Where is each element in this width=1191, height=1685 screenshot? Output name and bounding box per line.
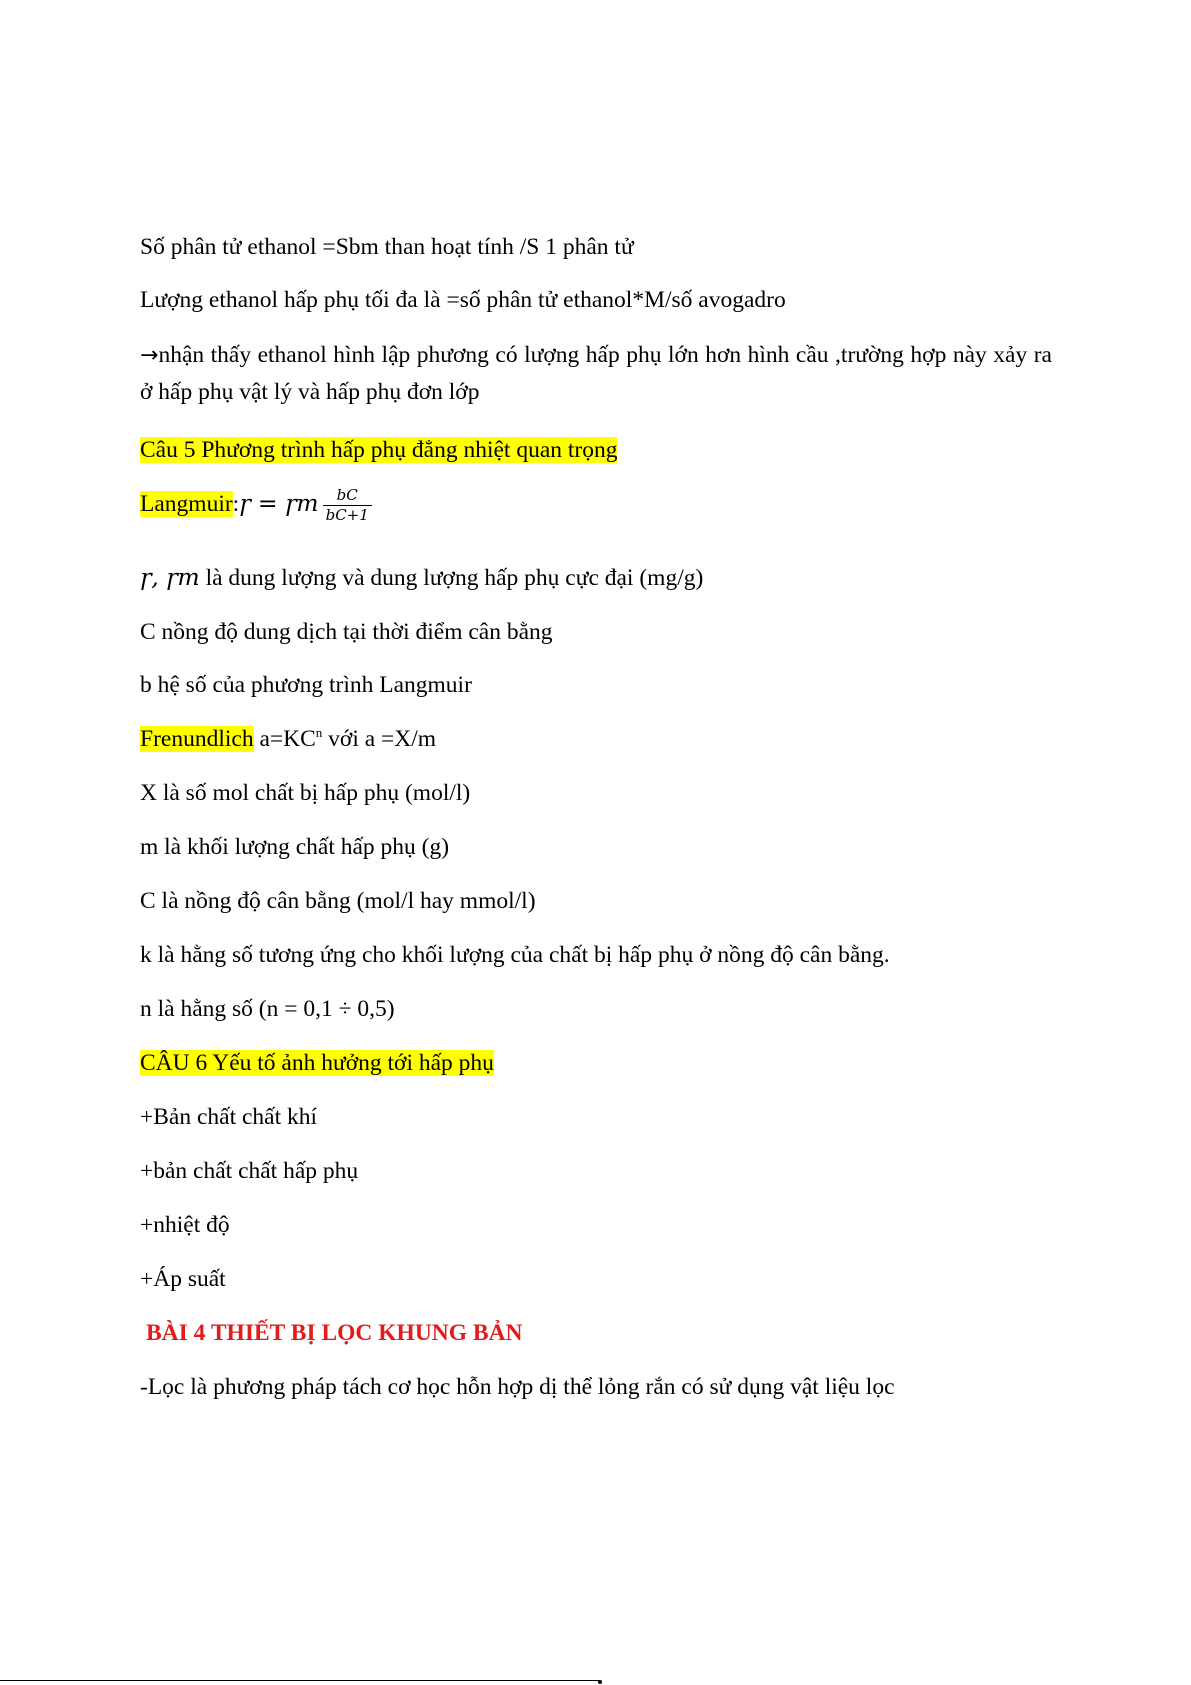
gamma-symbols: ɼ, ɼm [140, 563, 200, 591]
freundlich-label: Frenundlich [140, 726, 254, 752]
text-line: C là nồng độ cân bằng (mol/l hay mmol/l) [140, 888, 536, 914]
equation-part: với a =X/m [322, 726, 437, 752]
text-line: X là số mol chất bị hấp phụ (mol/l) [140, 780, 471, 806]
exponent: n [315, 725, 323, 740]
footer-marker [598, 1680, 602, 1684]
line-text: là dung lượng và dung lượng hấp phụ cực đại (mg/g) [199, 565, 704, 591]
text-line: n là hằng số (n = 0,1 ÷ 0,5) [140, 996, 395, 1022]
text-line: k là hằng số tương ứng cho khối lượng của chất bị hấp phụ ở nồng độ cân bằng. [140, 942, 890, 968]
text-line [140, 560, 703, 595]
text-line: m là khối lượng chất hấp phụ (g) [140, 834, 450, 860]
heading-text: Câu 5 Phương trình hấp phụ đẳng nhiệt quan trọng [140, 437, 618, 463]
fraction [323, 486, 372, 525]
section-heading-bai4: BÀI 4 THIẾT BỊ LỌC KHUNG BẢN [146, 1320, 523, 1346]
right-arrow-icon: → [140, 343, 159, 368]
paragraph-conclusion [140, 337, 1052, 411]
list-item: +nhiệt độ [140, 1212, 230, 1238]
section-heading-q5 [140, 433, 617, 467]
text-line: b hệ số của phương trình Langmuir [140, 672, 472, 698]
text-line: Số phân tử ethanol =Sbm than hoạt tính /S 1 phân tử [140, 234, 634, 260]
text-line: Lượng ethanol hấp phụ tối đa là =số phân tử ethanol*M/số avogadro [140, 287, 786, 313]
list-item: +Bản chất chất khí [140, 1104, 318, 1130]
langmuir-equation [140, 486, 372, 525]
fraction-numerator: bC [323, 486, 372, 506]
equation-lhs: ɼ = ɼm [239, 489, 319, 517]
list-item: +bản chất chất hấp phụ [140, 1158, 359, 1184]
footer-divider [0, 1680, 600, 1681]
list-item: +Áp suất [140, 1266, 226, 1292]
freundlich-equation [140, 722, 436, 756]
paragraph-text: nhận thấy ethanol hình lập phương có lượng hấp phụ lớn hơn hình cầu ,trường hợp này xảy ra ở hấp phụ vật lý và hấp phụ đơn lớp [140, 342, 1052, 405]
heading-text: CÂU 6 Yếu tố ảnh hưởng tới hấp phụ [140, 1050, 494, 1076]
text-line: C nồng độ dung dịch tại thời điểm cân bằng [140, 619, 553, 645]
equation-part: a=KC [253, 726, 316, 752]
colon: : [232, 491, 240, 517]
section-heading-q6 [140, 1046, 494, 1080]
fraction-denominator: bC+1 [325, 506, 369, 525]
text-line: -Lọc là phương pháp tách cơ học hỗn hợp dị thể lỏng rắn có sử dụng vật liệu lọc [140, 1374, 895, 1400]
langmuir-label: Langmuir [140, 491, 233, 517]
